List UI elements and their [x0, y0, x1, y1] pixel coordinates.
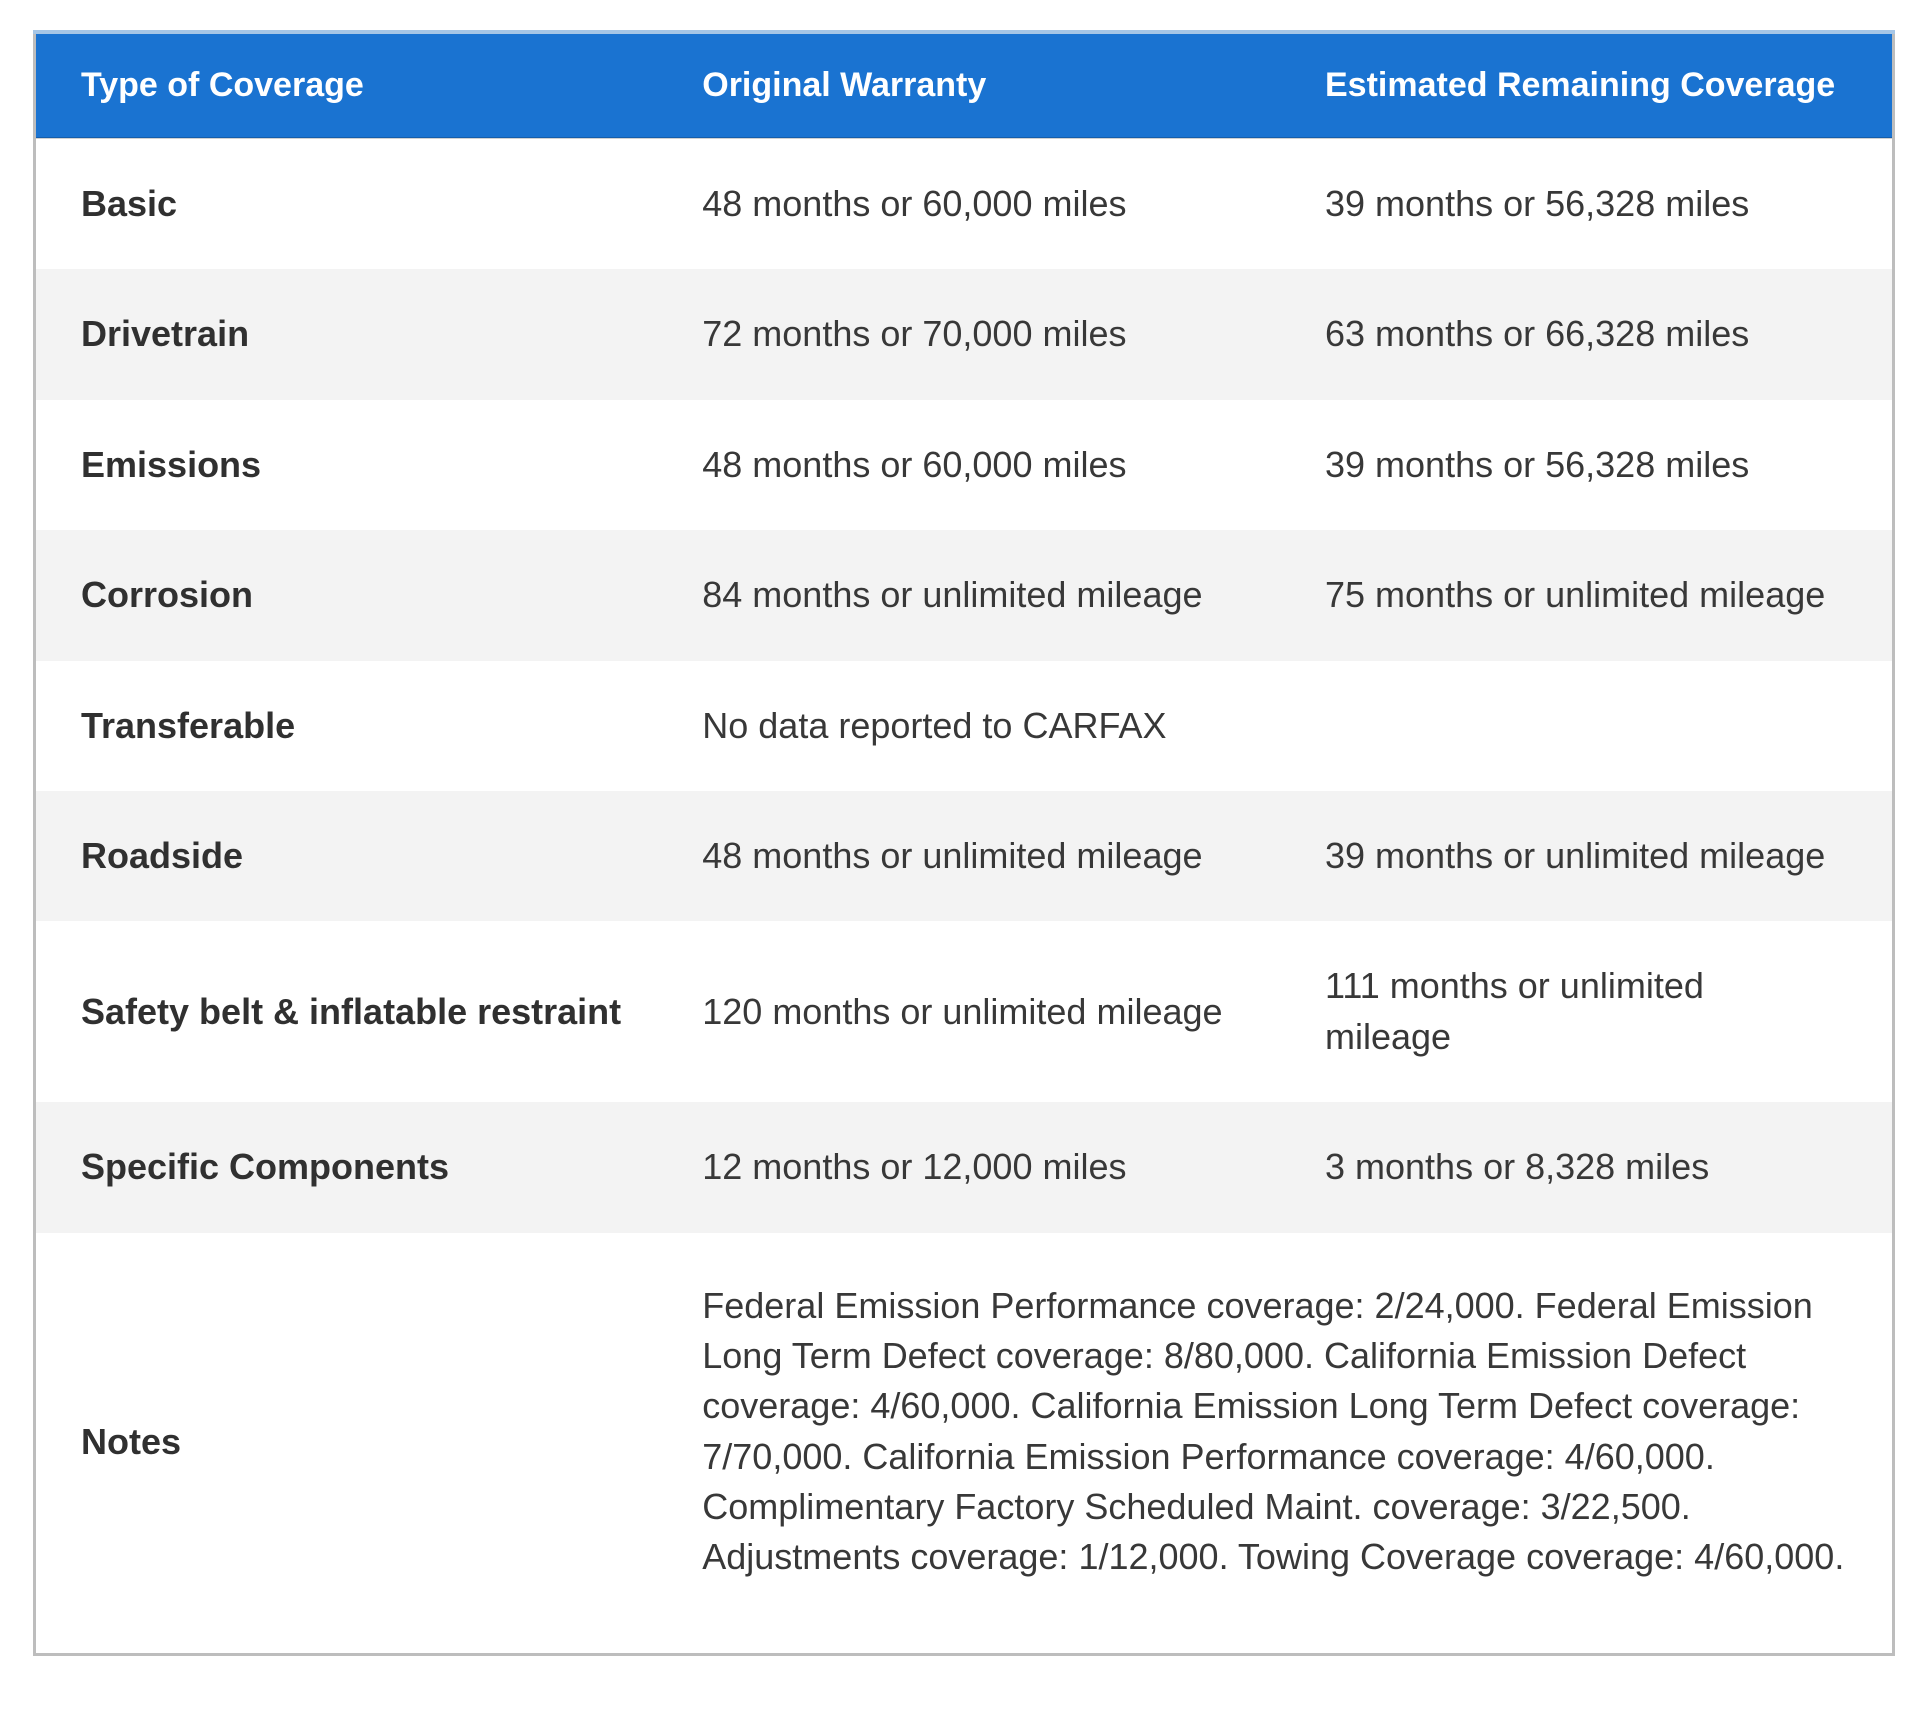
row-corrosion — [35, 530, 1894, 660]
table-header — [35, 32, 1894, 138]
row-emissions — [35, 400, 1894, 530]
row-basic — [35, 138, 1894, 269]
warranty-table — [33, 30, 1895, 1656]
row-label: Basic — [81, 183, 178, 224]
row-label: Corrosion — [81, 574, 254, 616]
original-warranty-cell: 48 months or 60,000 miles — [702, 443, 1127, 485]
remaining-coverage-cell: 39 months or unlimited mileage — [1325, 834, 1826, 876]
original-warranty-cell: 12 months or 12,000 miles — [702, 1146, 1127, 1188]
remaining-coverage-cell: 39 months or 56,328 miles — [1325, 443, 1750, 485]
row-label: Emissions — [81, 443, 262, 485]
row-label: Safety belt & inflatable restraint — [81, 990, 622, 1032]
header-type-of-coverage: Type of Coverage — [35, 32, 658, 138]
notes-text: Federal Emission Performance coverage: 2/24,000. Federal Emission Long Term Defect coverage: 8/80,000. California Emission Defect coverage: 4/60,000. California Emission Long Term Defect coverage: 7/70,000. California Emission Performance coverage: 4/60,000. Complimentary Factory Scheduled Maint. coverage: 3/22,500. Adjustments coverage: 1/12,000. Towing Coverage coverage: 4/60,000. — [702, 1284, 1845, 1578]
row-notes — [35, 1233, 1894, 1655]
remaining-coverage-text: 111 months or unlimited mileage — [1325, 965, 1704, 1057]
row-label: Notes — [81, 1421, 182, 1463]
original-warranty-cell: 48 months or unlimited mileage — [702, 834, 1203, 876]
row-label: Roadside — [81, 834, 244, 876]
original-warranty-cell: No data reported to CARFAX — [702, 704, 1167, 746]
original-warranty-cell: 72 months or 70,000 miles — [702, 313, 1127, 355]
remaining-coverage-cell: 75 months or unlimited mileage — [1325, 574, 1826, 616]
row-roadside — [35, 791, 1894, 921]
row-label: Transferable — [81, 704, 296, 746]
row-specific-components — [35, 1102, 1894, 1232]
remaining-coverage-cell — [1280, 661, 1894, 791]
table-body — [35, 138, 1894, 1654]
remaining-coverage-cell: 63 months or 66,328 miles — [1325, 313, 1750, 355]
row-label: Specific Components — [81, 1146, 450, 1188]
row-transferable — [35, 661, 1894, 791]
original-warranty-cell: 120 months or unlimited mileage — [702, 990, 1223, 1032]
row-label: Drivetrain — [81, 313, 250, 355]
row-drivetrain — [35, 269, 1894, 399]
header-estimated-remaining-coverage: Estimated Remaining Coverage — [1280, 32, 1894, 138]
remaining-coverage-cell — [1280, 921, 1894, 1102]
row-safety-belt — [35, 921, 1894, 1102]
original-warranty-cell: 84 months or unlimited mileage — [702, 574, 1203, 616]
remaining-coverage-cell: 3 months or 8,328 miles — [1325, 1146, 1710, 1188]
remaining-coverage-cell: 39 months or 56,328 miles — [1325, 183, 1750, 224]
original-warranty-cell: 48 months or 60,000 miles — [702, 183, 1127, 224]
header-row — [35, 32, 1894, 138]
header-original-warranty: Original Warranty — [657, 32, 1280, 138]
